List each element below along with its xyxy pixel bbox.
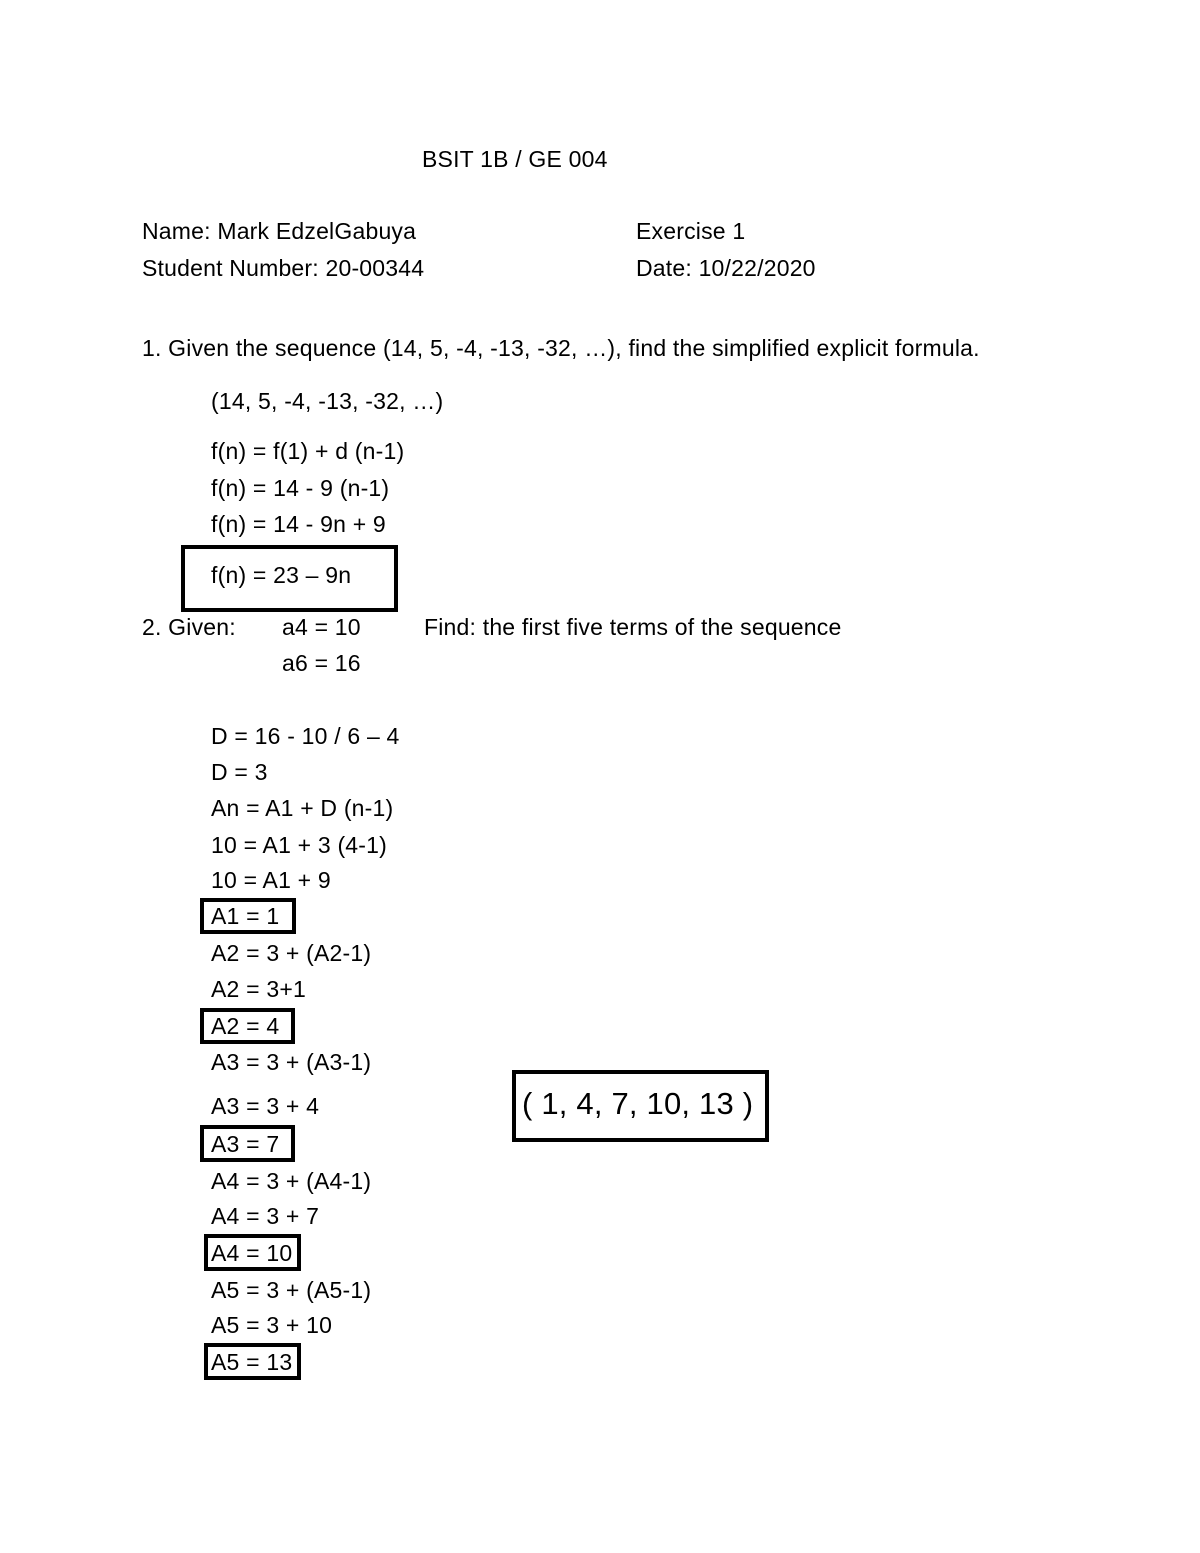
- problem-2-given-label: 2. Given:: [142, 614, 236, 640]
- term-a4-result: A4 = 10: [211, 1240, 293, 1266]
- problem-2-given-a6: a6 = 16: [282, 650, 361, 676]
- problem-2-line: D = 3: [211, 759, 268, 785]
- term-a2-result: A2 = 4: [211, 1013, 280, 1039]
- problem-2-line: A5 = 3 + 10: [211, 1312, 333, 1338]
- problem-2-line: A2 = 3+1: [211, 976, 306, 1002]
- problem-2-given-a4: a4 = 10: [282, 614, 361, 640]
- term-a1-result: A1 = 1: [211, 903, 280, 929]
- exercise-label: Exercise 1: [636, 218, 746, 244]
- problem-2-line: D = 16 - 10 / 6 – 4: [211, 723, 400, 749]
- final-answer: ( 1, 4, 7, 10, 13 ): [522, 1086, 754, 1121]
- problem-2-line: A4 = 3 + (A4-1): [211, 1168, 372, 1194]
- problem-2-line: A3 = 3 + 4: [211, 1093, 320, 1119]
- problem-2-line: 10 = A1 + 9: [211, 867, 331, 893]
- course-title: BSIT 1B / GE 004: [422, 146, 608, 172]
- problem-1-line: f(n) = f(1) + d (n-1): [211, 438, 405, 464]
- problem-1-answer: f(n) = 23 – 9n: [211, 562, 352, 588]
- problem-2-line: A2 = 3 + (A2-1): [211, 940, 372, 966]
- problem-1-line: (14, 5, -4, -13, -32, …): [211, 388, 444, 414]
- term-a5-result: A5 = 13: [211, 1349, 293, 1375]
- problem-2-line: 10 = A1 + 3 (4-1): [211, 832, 388, 858]
- student-name: Name: Mark EdzelGabuya: [142, 218, 417, 244]
- problem-2-find: Find: the first five terms of the sequence: [424, 614, 842, 640]
- problem-2-line: An = A1 + D (n-1): [211, 795, 394, 821]
- problem-1-line: f(n) = 14 - 9 (n-1): [211, 475, 390, 501]
- date-label: Date: 10/22/2020: [636, 255, 816, 281]
- problem-1-question: 1. Given the sequence (14, 5, -4, -13, -32, …), find the simplified explicit formula.: [142, 335, 980, 361]
- problem-1-line: f(n) = 14 - 9n + 9: [211, 511, 386, 537]
- student-number: Student Number: 20-00344: [142, 255, 425, 281]
- term-a3-result: A3 = 7: [211, 1131, 280, 1157]
- problem-2-line: A5 = 3 + (A5-1): [211, 1277, 372, 1303]
- problem-2-line: A3 = 3 + (A3-1): [211, 1049, 372, 1075]
- problem-2-line: A4 = 3 + 7: [211, 1203, 320, 1229]
